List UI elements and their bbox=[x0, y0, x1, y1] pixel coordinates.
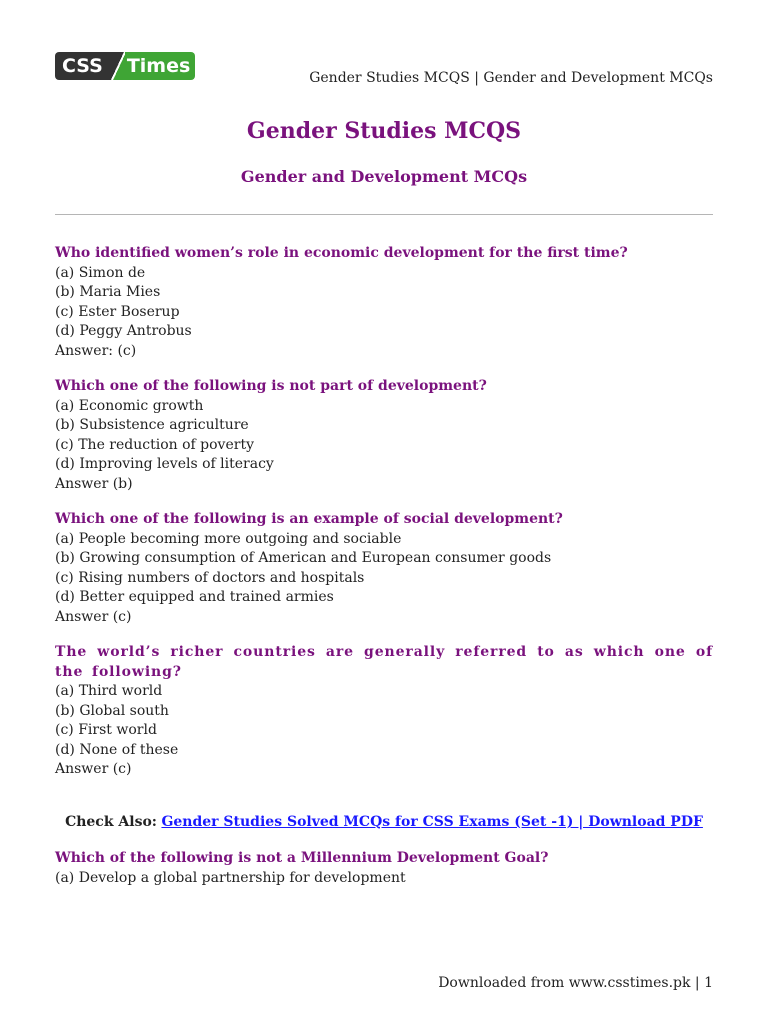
check-also-link[interactable]: Gender Studies Solved MCQs for CSS Exams (Set -1) | Download PDF bbox=[161, 814, 703, 830]
question-block bbox=[55, 244, 713, 361]
answer-text: Answer (b) bbox=[55, 475, 133, 492]
question-text: Which of the following is not a Millennium Development Goal? bbox=[55, 850, 549, 866]
option-b: (b) Subsistence agriculture bbox=[55, 417, 249, 433]
option-a: (a) Simon de bbox=[55, 264, 146, 281]
question-block bbox=[55, 510, 713, 627]
option-a: (a) People becoming more outgoing and sociable bbox=[55, 530, 402, 547]
option-c: (c) The reduction of poverty bbox=[55, 436, 254, 453]
check-also-line bbox=[0, 814, 768, 830]
question-block bbox=[55, 643, 713, 780]
logo-css-text: CSS bbox=[55, 52, 111, 80]
header-divider bbox=[55, 214, 713, 215]
logo-slash bbox=[111, 52, 125, 80]
option-a: (a) Economic growth bbox=[55, 397, 204, 414]
question-block bbox=[55, 377, 713, 494]
option-c: (c) Ester Boserup bbox=[55, 303, 180, 320]
option-d: (d) None of these bbox=[55, 741, 179, 758]
question-text: The world’s richer countries are generally referred to as which one of the following? bbox=[55, 644, 713, 680]
question-text: Which one of the following is not part of development? bbox=[55, 378, 487, 394]
option-c: (c) First world bbox=[55, 722, 157, 738]
question-block bbox=[55, 849, 713, 888]
page-subtitle: Gender and Development MCQs bbox=[240, 167, 528, 186]
option-b: (b) Global south bbox=[55, 702, 169, 719]
check-also-label: Check Also: bbox=[65, 814, 157, 830]
option-a: (a) Develop a global partnership for development bbox=[55, 869, 406, 886]
option-d: (d) Better equipped and trained armies bbox=[55, 589, 334, 605]
page-footer: Downloaded from www.csstimes.pk | 1 bbox=[438, 975, 713, 991]
option-d: (d) Improving levels of literacy bbox=[55, 456, 274, 472]
option-a: (a) Third world bbox=[55, 683, 163, 699]
running-header: Gender Studies MCQS | Gender and Development MCQs bbox=[309, 70, 713, 86]
question-text: Which one of the following is an example of social development? bbox=[55, 511, 563, 527]
logo-times-text: Times bbox=[125, 52, 195, 80]
answer-text: Answer: (c) bbox=[55, 342, 137, 359]
page-title: Gender Studies MCQS bbox=[246, 118, 522, 144]
answer-text: Answer (c) bbox=[55, 761, 132, 777]
option-c: (c) Rising numbers of doctors and hospitals bbox=[55, 569, 365, 586]
option-b: (b) Growing consumption of American and European consumer goods bbox=[55, 550, 552, 566]
answer-text: Answer (c) bbox=[55, 608, 132, 625]
option-b: (b) Maria Mies bbox=[55, 284, 161, 300]
csstimes-logo bbox=[55, 52, 195, 80]
option-d: (d) Peggy Antrobus bbox=[55, 323, 192, 339]
question-text: Who identified women’s role in economic development for the first time? bbox=[55, 245, 628, 261]
